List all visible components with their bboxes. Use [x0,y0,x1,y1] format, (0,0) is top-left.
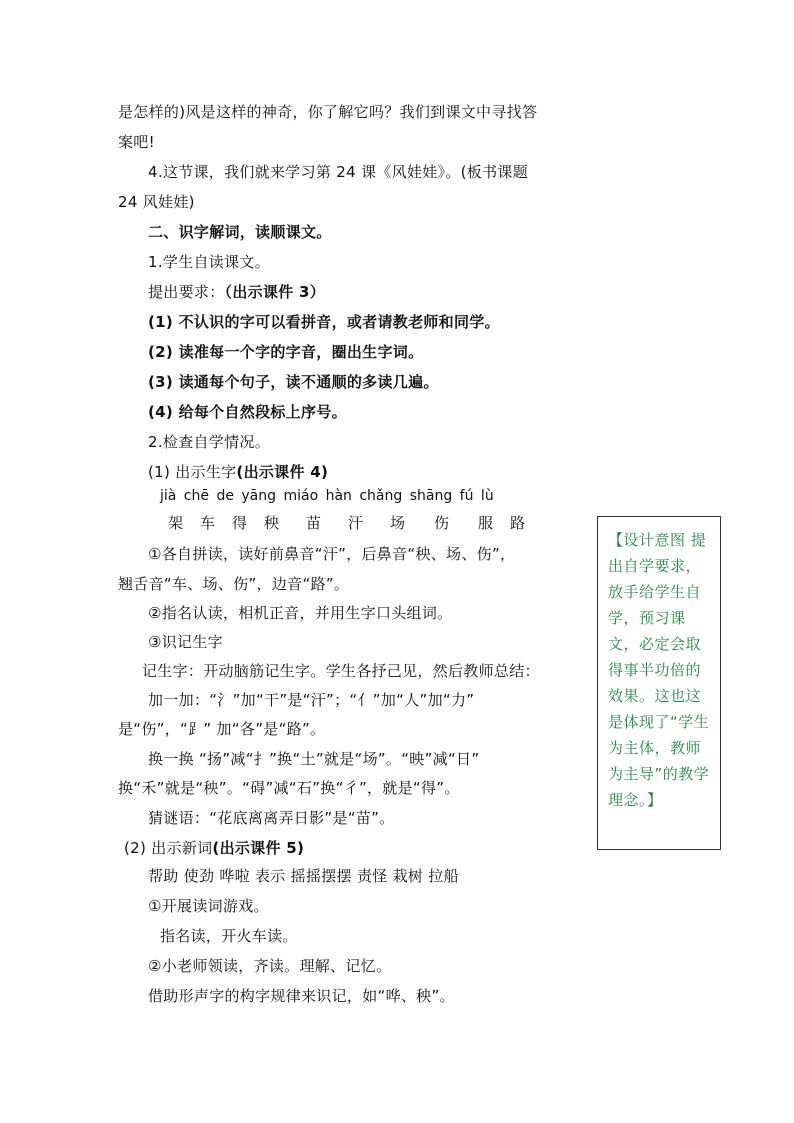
character: 秧 [264,514,280,532]
design-intent-text: 【设计意图 提出自学要求，放手给学生自学，预习课文，必定会取得事半功倍的效果。这也这是体现了“学生为主体，教师为主导”的教学理念。】 [608,531,710,809]
text-line: 借助形声字的构字规律来识记，如“哗、秧”。 [148,987,455,1005]
character: 伤 [434,514,450,532]
pinyin-row: jià chē de yāng miáo hàn chǎng shāng fú lù [160,488,494,504]
requirement-item: (2) 读准每一个字的字音，圈出生字词。 [148,343,424,361]
requirement-item: (1) 不认识的字可以看拼音，或者请教老师和同学。 [148,313,500,331]
text-line: 24 风娃娃) [118,193,195,211]
slide-ref: (出示课件 4) [236,463,329,481]
text-line: ②小老师领读，齐读。理解、记忆。 [148,957,392,975]
show-words-label: (2) 出示新词 [124,839,213,857]
requirement-item: (4) 给每个自然段标上序号。 [148,403,347,421]
text-line: 是“伤”，“⻊” 加“各”是“路”。 [118,720,326,738]
design-intent-box [597,516,721,850]
text-line: 2.检查自学情况。 [148,433,271,451]
character: 得 [232,514,248,532]
text-line: 1.学生自读课文。 [148,253,271,271]
text-line: 换“禾”就是“秧”。“碍”减“石”换“彳”，就是“得”。 [118,779,460,797]
character: 汗 [348,514,364,532]
character: 路 [510,514,526,532]
text-line: ③识记生字 [148,633,223,651]
text-line: 加一加：“氵”加“干”是“汗”；“亻”加“人”加“力” [148,691,475,709]
text-line [124,838,304,858]
slide-ref: （出示课件 3） [224,283,326,301]
show-characters-label: (1) 出示生字 [148,463,237,481]
text-line: 4.这节课，我们就来学习第 24 课《风娃娃》。(板书课题 [148,163,528,181]
text-line [148,282,325,302]
slide-ref: (出示课件 5) [212,839,305,857]
text-line: 换一换 “扬”减“扌”换“土”就是“场”。“映”减“日” [148,750,480,768]
text-line: 是怎样的)风是这样的神奇，你了解它吗？我们到课文中寻找答 [118,103,538,121]
requirement-label: 提出要求： [148,283,225,301]
character: 场 [390,514,406,532]
character: 服 [478,514,494,532]
character: 车 [200,514,216,532]
text-line: 指名读，开火车读。 [160,927,298,945]
text-line: 记生字：开动脑筋记生字。学生各抒己见，然后教师总结： [142,662,540,680]
text-line: ①各自拼读，读好前鼻音“汗”，后鼻音“秧、场、伤”， [148,545,516,563]
text-line [148,462,328,482]
text-line: ②指名认读，相机正音，并用生字口头组词。 [148,604,453,622]
requirement-item: (3) 读通每个句子，读不通顺的多读几遍。 [148,373,439,391]
character: 架 [168,514,184,532]
text-line: 案吧! [118,133,155,151]
character: 苗 [306,514,322,532]
word-list: 帮助 使劲 哗啦 表示 摇摇摆摆 责怪 栽树 拉船 [148,867,459,885]
text-line: 翘舌音“车、场、伤”，边音“路”。 [118,575,350,593]
text-line: 猜谜语：“花底离离弄日影”是“苗”。 [148,809,395,827]
section-heading: 二、识字解词，读顺课文。 [148,223,332,241]
text-line: ①开展读词游戏。 [148,897,269,915]
